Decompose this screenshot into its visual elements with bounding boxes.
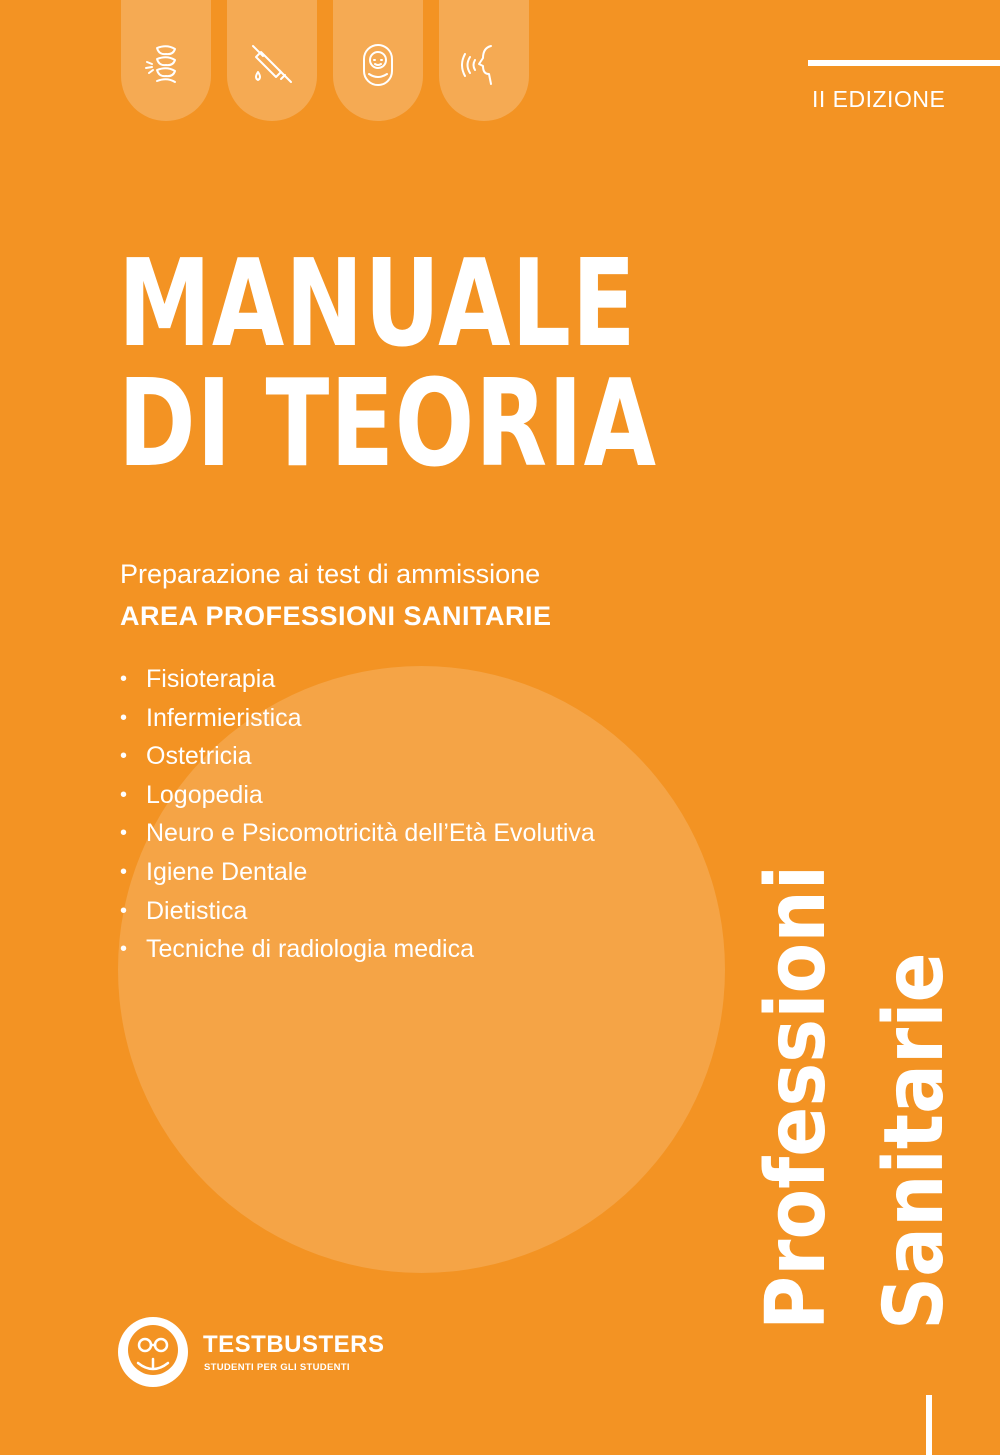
course-item: • Infermieristica <box>120 699 595 738</box>
bottom-rule <box>926 1395 932 1455</box>
edition-rule <box>808 60 1000 66</box>
newborn-icon <box>355 42 401 88</box>
icon-tab-speech-therapy <box>439 0 529 121</box>
series-line-1: Professioni <box>749 864 844 1330</box>
icon-tab-nursing <box>227 0 317 121</box>
spine-icon <box>143 42 189 88</box>
syringe-icon <box>249 42 295 88</box>
edition-label: II EDIZIONE <box>812 86 946 112</box>
subtitle: Preparazione ai test di ammissione <box>120 559 541 589</box>
course-item: • Igiene Dentale <box>120 853 595 892</box>
course-item: • Fisioterapia <box>120 660 595 699</box>
course-item: • Neuro e Psicomotricità dell’Età Evolutiva <box>120 814 595 853</box>
speech-icon <box>461 42 507 88</box>
course-item: • Dietistica <box>120 892 595 931</box>
icon-tab-physiotherapy <box>121 0 211 121</box>
course-item: • Logopedia <box>120 776 595 815</box>
icon-tab-obstetrics <box>333 0 423 121</box>
title-line-1: MANUALE <box>118 235 637 374</box>
publisher-tagline: STUDENTI PER GLI STUDENTI <box>204 1362 350 1373</box>
course-item: • Tecniche di radiologia medica <box>120 930 595 969</box>
course-list <box>120 660 595 969</box>
publisher-name: TESTBUSTERS <box>203 1331 385 1358</box>
series-line-2: Sanitarie <box>867 952 962 1330</box>
series-title <box>738 864 974 1330</box>
area-heading: AREA PROFESSIONI SANITARIE <box>120 601 552 631</box>
book-title <box>118 235 657 494</box>
testbusters-logo-icon <box>114 1313 192 1391</box>
title-line-2: DI TEORIA <box>118 355 657 494</box>
course-item: • Ostetricia <box>120 737 595 776</box>
